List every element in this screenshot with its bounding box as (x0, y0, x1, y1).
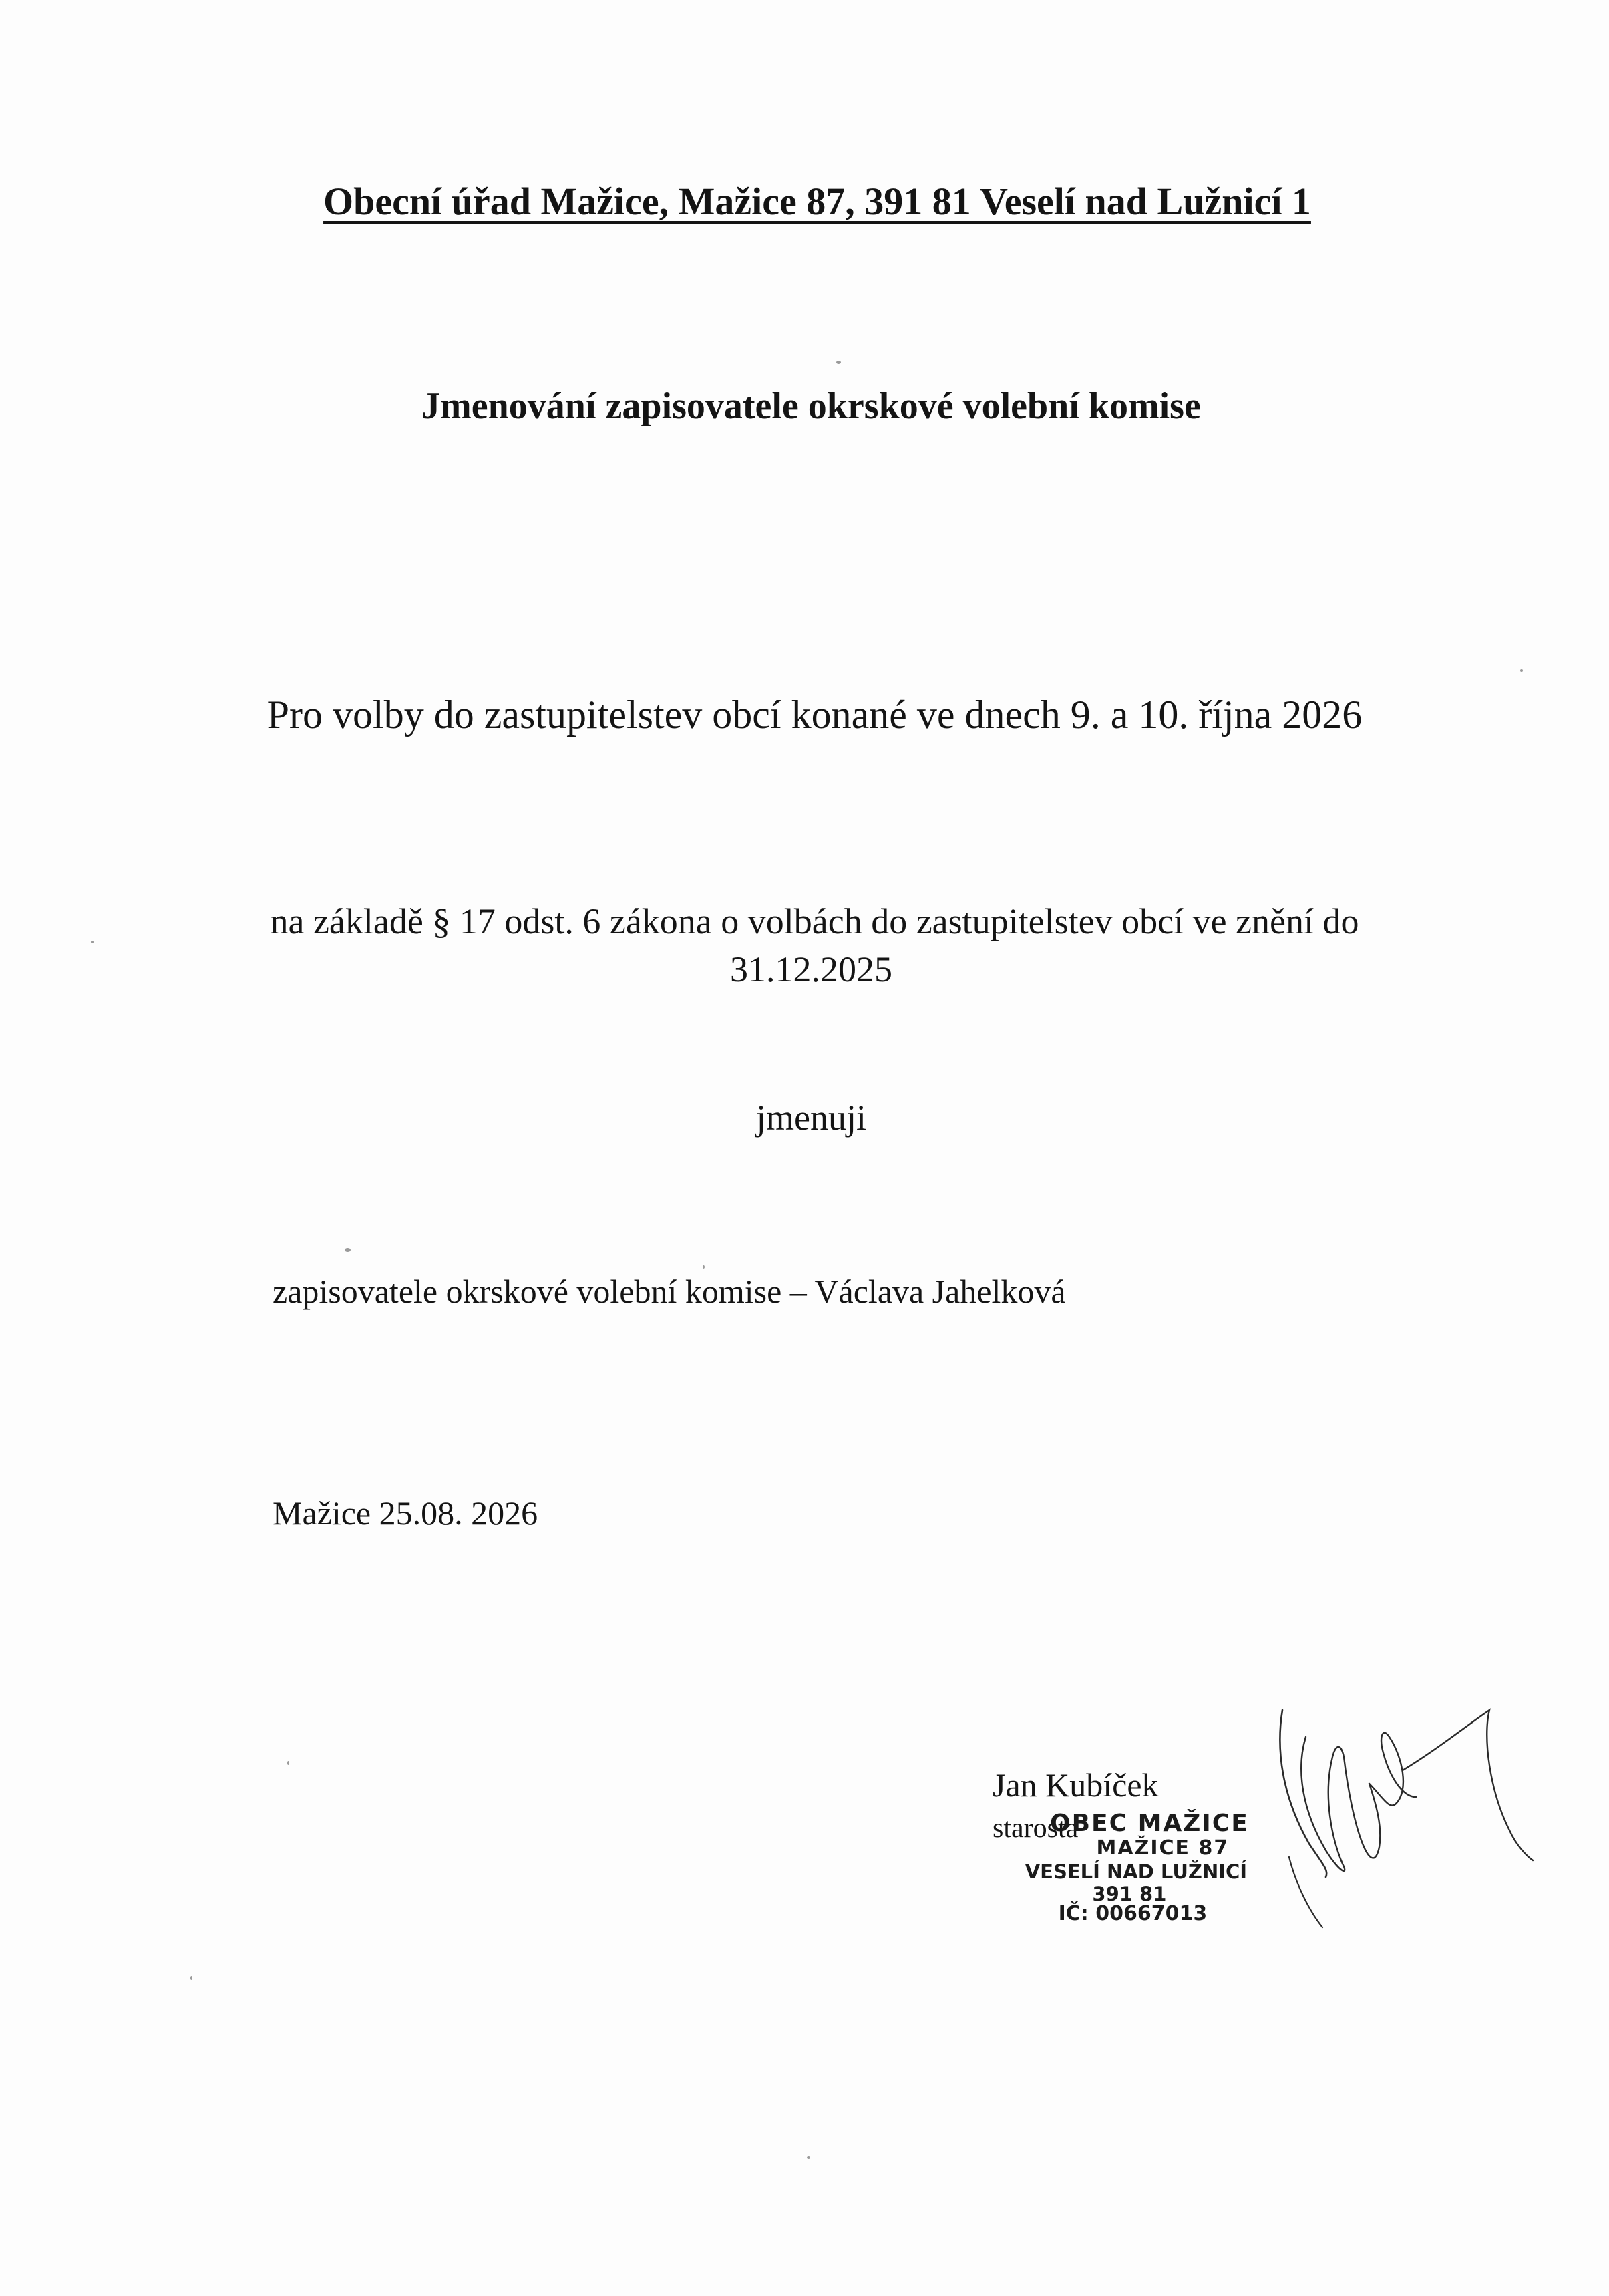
scan-speck (1520, 669, 1523, 672)
stamp-line-3: VESELÍ NAD LUŽNICÍ (1025, 1860, 1248, 1883)
scan-speck (703, 1265, 705, 1269)
signer-role: starosta (993, 1813, 1079, 1844)
signer-name: Jan Kubíček (993, 1766, 1159, 1804)
legal-basis-line-2: 31.12.2025 (730, 949, 892, 989)
stamp-line-5: IČ: 00667013 (1058, 1902, 1208, 1925)
office-header: Obecní úřad Mažice, Mažice 87, 391 81 Veselí nad Lužnicí 1 (323, 180, 1311, 223)
place-and-date: Mažice 25.08. 2026 (273, 1494, 538, 1532)
scan-speck (345, 1248, 351, 1252)
document-title: Jmenování zapisovatele okrskové volební komise (421, 385, 1201, 427)
legal-basis-line-1: na základě § 17 odst. 6 zákona o volbách do zastupitelstev obcí ve znění do (270, 901, 1359, 941)
appoint-word: jmenuji (756, 1098, 866, 1138)
scan-speck (190, 1976, 192, 1980)
scan-speck (91, 941, 94, 943)
scan-speck (807, 2156, 810, 2159)
stamp-line-1: OBEC MAŽICE (1050, 1810, 1249, 1837)
stamp-line-2: MAŽICE 87 (1096, 1836, 1230, 1860)
appointment-text: zapisovatele okrskové volební komise – Václava Jahelková (273, 1273, 1066, 1310)
stamp-line-4: 391 81 (1092, 1882, 1167, 1905)
handwritten-signature (1269, 1697, 1550, 1937)
election-paragraph: Pro volby do zastupitelstev obcí konané ve dnech 9. a 10. října 2026 (266, 693, 1363, 737)
scan-speck (836, 361, 841, 364)
scan-speck (287, 1761, 289, 1765)
